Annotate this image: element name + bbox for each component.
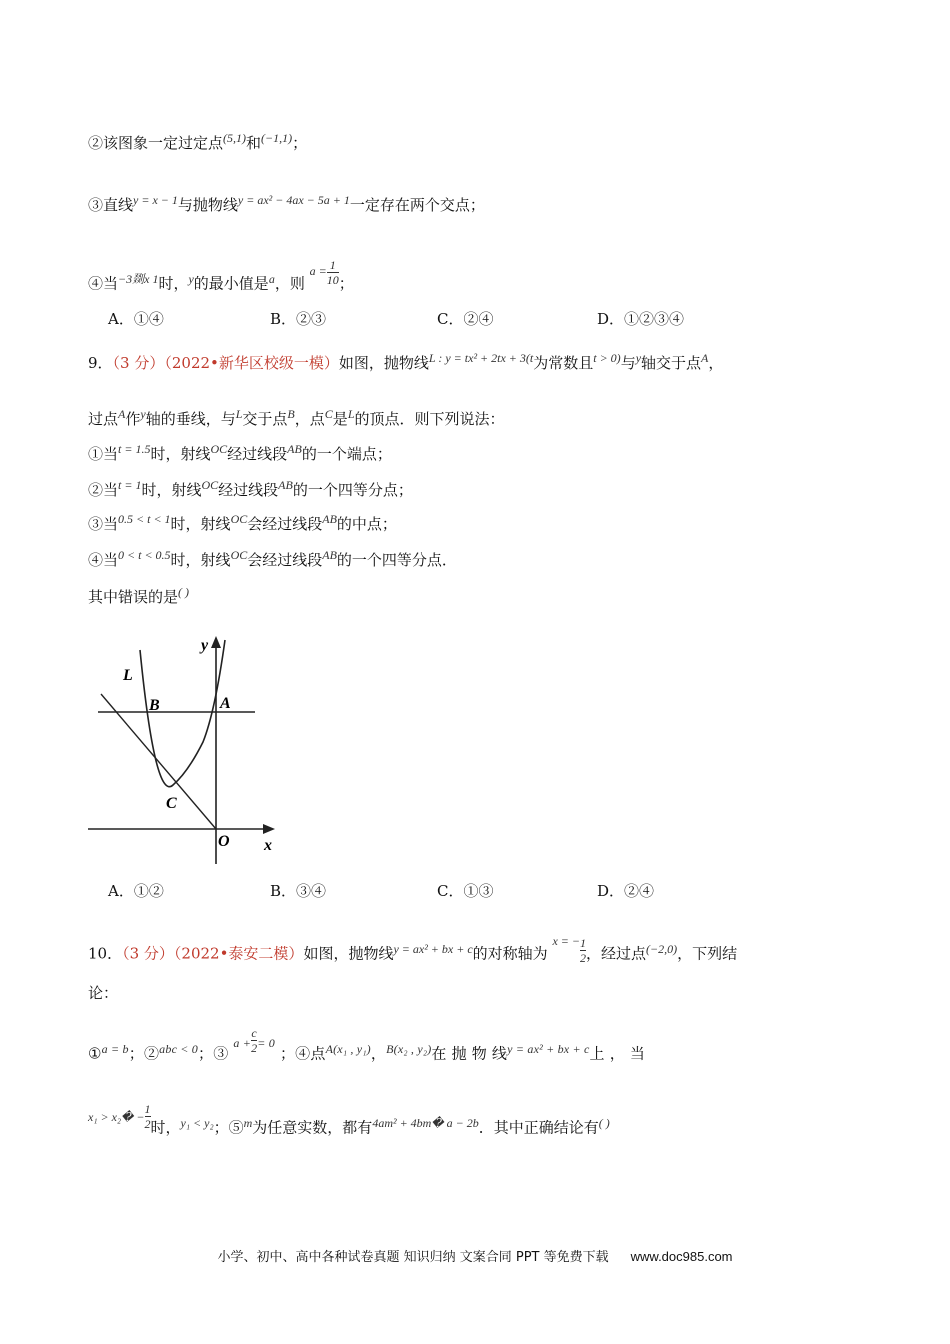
- fraction: $\frac{c}{2}$: [251, 1026, 258, 1055]
- label-b: B: [149, 697, 160, 714]
- fraction: $\frac{1}{2}$: [144, 1102, 151, 1131]
- label-l: L: [123, 667, 133, 684]
- q10-stem: 10．（3 分）（2022•泰安二模）如图，抛物线$^{y = ax^2 + bx + c}$的对称轴为 $^{x = -}$ $\frac{1}{2}$ ，经过点$^{(-2,0)}$，下列结: [88, 933, 738, 965]
- q9-stem: 9．（3 分）（2022•新华区校级一模）如图，抛物线$^{L : y = tx^2 + 2tx + 3(t}$为常数且$^{t > 0)}$与$^y$轴交于点$^A$，: [88, 351, 724, 372]
- q8-option-d[interactable]: D．①②③④: [597, 310, 685, 328]
- q8-statement-4: ④当$^{-3剟x 1}$时，$^y$的最小值是$^a$，则 $^{a =}$ $\frac{1}{10}$ ；: [88, 258, 354, 293]
- q9-statement-3: ③当$^{0.5 < t < 1}$时，射线$^{OC}$会经过线段$^{AB}$的中点；: [88, 512, 397, 533]
- q9-option-c[interactable]: C．①③: [437, 882, 494, 900]
- q9-source: （2022•新华区校级一模）: [164, 354, 339, 372]
- label-a: A: [220, 695, 231, 712]
- footer-text: 小学、初中、高中各种试卷真题 知识归纳 文案合同 PPT 等免费下载: [217, 1250, 609, 1265]
- fraction: $\frac{1}{10}$: [326, 258, 339, 287]
- ray-oc-line: [101, 694, 216, 829]
- q9-parabola-graph: [85, 632, 285, 868]
- y-axis-arrow: [211, 636, 221, 648]
- q10-source: （2022•泰安二模）: [173, 944, 304, 963]
- q8-option-a[interactable]: A．①④: [108, 310, 164, 328]
- q8-statement-2: ②该图象一定过定点$^{(5,1)}$和$^{(-1,1)}$；: [88, 131, 308, 152]
- label-x: x: [264, 837, 272, 854]
- label-c: C: [166, 795, 177, 812]
- x-axis-arrow: [263, 824, 275, 834]
- q8-option-b[interactable]: B．②③: [270, 310, 327, 328]
- q9-option-d[interactable]: D．②④: [597, 882, 655, 900]
- label-y: y: [201, 637, 209, 654]
- q10-conclusions-2: $^{x_1 > x_2� -}$ $\frac{1}{2}$ 时，$^{y_1 < y_2}$；⑤$^m$为任意实数，都有$^{4am^2 + 4bm� a - 2b}$．其中正确结论有( ): [88, 1102, 610, 1137]
- q9-statement-1: ①当$^{t = 1.5}$时，射线$^{OC}$经过线段$^{AB}$的一个端点；: [88, 442, 392, 463]
- fraction: $\frac{1}{2}$: [579, 936, 586, 965]
- q9-option-b[interactable]: B．③④: [270, 882, 327, 900]
- q8-statement-3: ③直线$^{y = x - 1}$与抛物线$^{y = ax^2 - 4ax - 5a + 1}$一定存在两个交点；: [88, 193, 485, 214]
- label-o: O: [218, 833, 230, 850]
- footer-link[interactable]: www.doc985.com: [630, 1249, 733, 1264]
- q9-statement-4: ④当$^{0 < t < 0.5}$时，射线$^{OC}$会经过线段$^{AB}$的一个四等分点．: [88, 548, 457, 569]
- q8-option-c[interactable]: C．②④: [437, 310, 494, 328]
- q9-ask: 其中错误的是( ): [88, 585, 190, 606]
- q9-statement-2: ②当$^{t = 1}$时，射线$^{OC}$经过线段$^{AB}$的一个四等分点；: [88, 478, 413, 499]
- page-footer: [0, 1246, 950, 1265]
- q9-stem-line2: 过点$^A$作$^y$轴的垂线，与$^L$交于点$^B$，点$^C$是$^L$的顶点．则下列说法：: [88, 407, 505, 428]
- q9-option-a[interactable]: A．①②: [108, 882, 164, 900]
- q9-score: （3 分）: [112, 354, 165, 372]
- q10-score: （3 分）: [122, 944, 174, 963]
- q10-conclusions-1: ①$^{a = b}$；②$^{abc < 0}$；③ $^{a +}$ $\frac{c}{2}$ $^{= 0}$ ；④点$^{A(x_1 , y_1)}$，$^{B(x_2 , y_2)}$在 抛 物 线$^{y = ax^2 + bx + c}$上 ， 当: [88, 1026, 646, 1063]
- q10-stem-line2: 论：: [88, 984, 119, 1002]
